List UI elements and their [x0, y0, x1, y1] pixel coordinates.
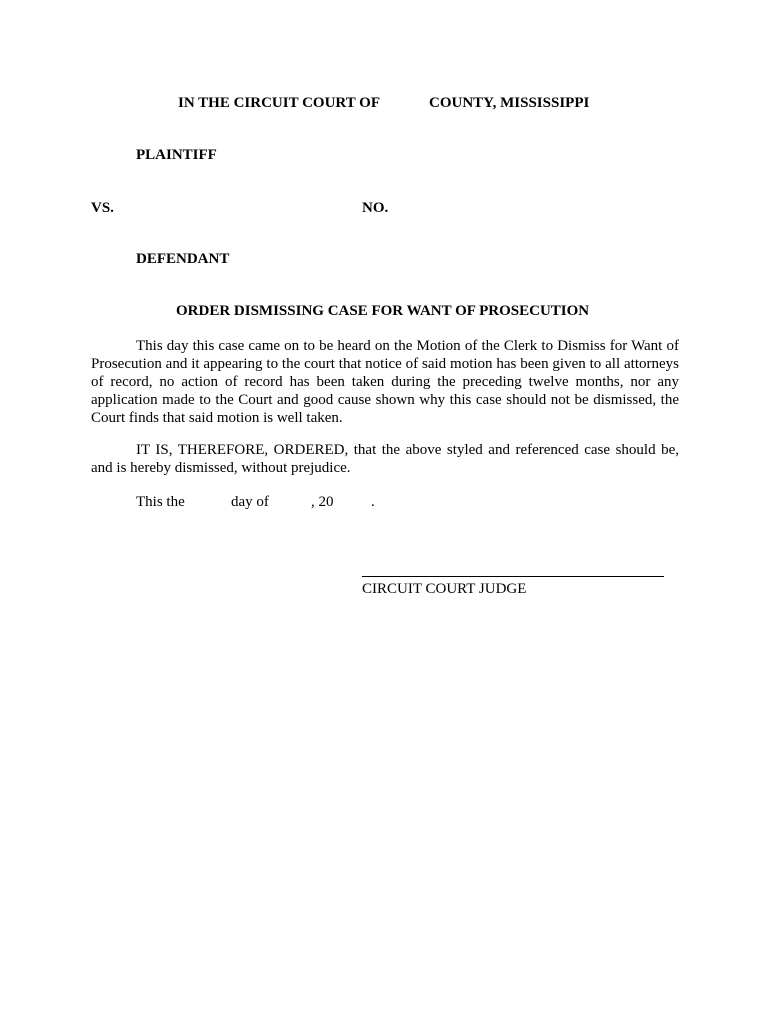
- order-title: ORDER DISMISSING CASE FOR WANT OF PROSECUTION: [176, 303, 590, 319]
- date-line-day-of: day of: [231, 494, 269, 510]
- order-paragraph-ruling: IT IS, THEREFORE, ORDERED, that the above styled and referenced case should be, and is hereby dismissed, without prejudice.: [91, 442, 679, 476]
- defendant-label: DEFENDANT: [136, 251, 230, 267]
- signature-line: [362, 576, 664, 577]
- plaintiff-label: PLAINTIFF: [136, 147, 217, 163]
- date-line-period: .: [371, 494, 375, 510]
- date-line-this-the: This the: [136, 494, 185, 510]
- court-name-prefix: IN THE CIRCUIT COURT OF: [178, 95, 381, 111]
- case-number-label: NO.: [362, 200, 389, 216]
- county-state-label: COUNTY, MISSISSIPPI: [429, 95, 590, 111]
- order-paragraph-findings: This day this case came on to be heard on the Motion of the Clerk to Dismiss for Want of Prosecution and it appearing to the court that notice of said motion has been given to all attorneys of record, no action of record has been taken during the preceding twelve months, nor any application made to the Court and good cause shown why this case should not be dismissed, the Court finds that said motion is well taken.: [91, 338, 679, 426]
- judge-signature-label: CIRCUIT COURT JUDGE: [362, 581, 527, 597]
- versus-label: VS.: [91, 200, 114, 216]
- date-line-year-prefix: , 20: [311, 494, 334, 510]
